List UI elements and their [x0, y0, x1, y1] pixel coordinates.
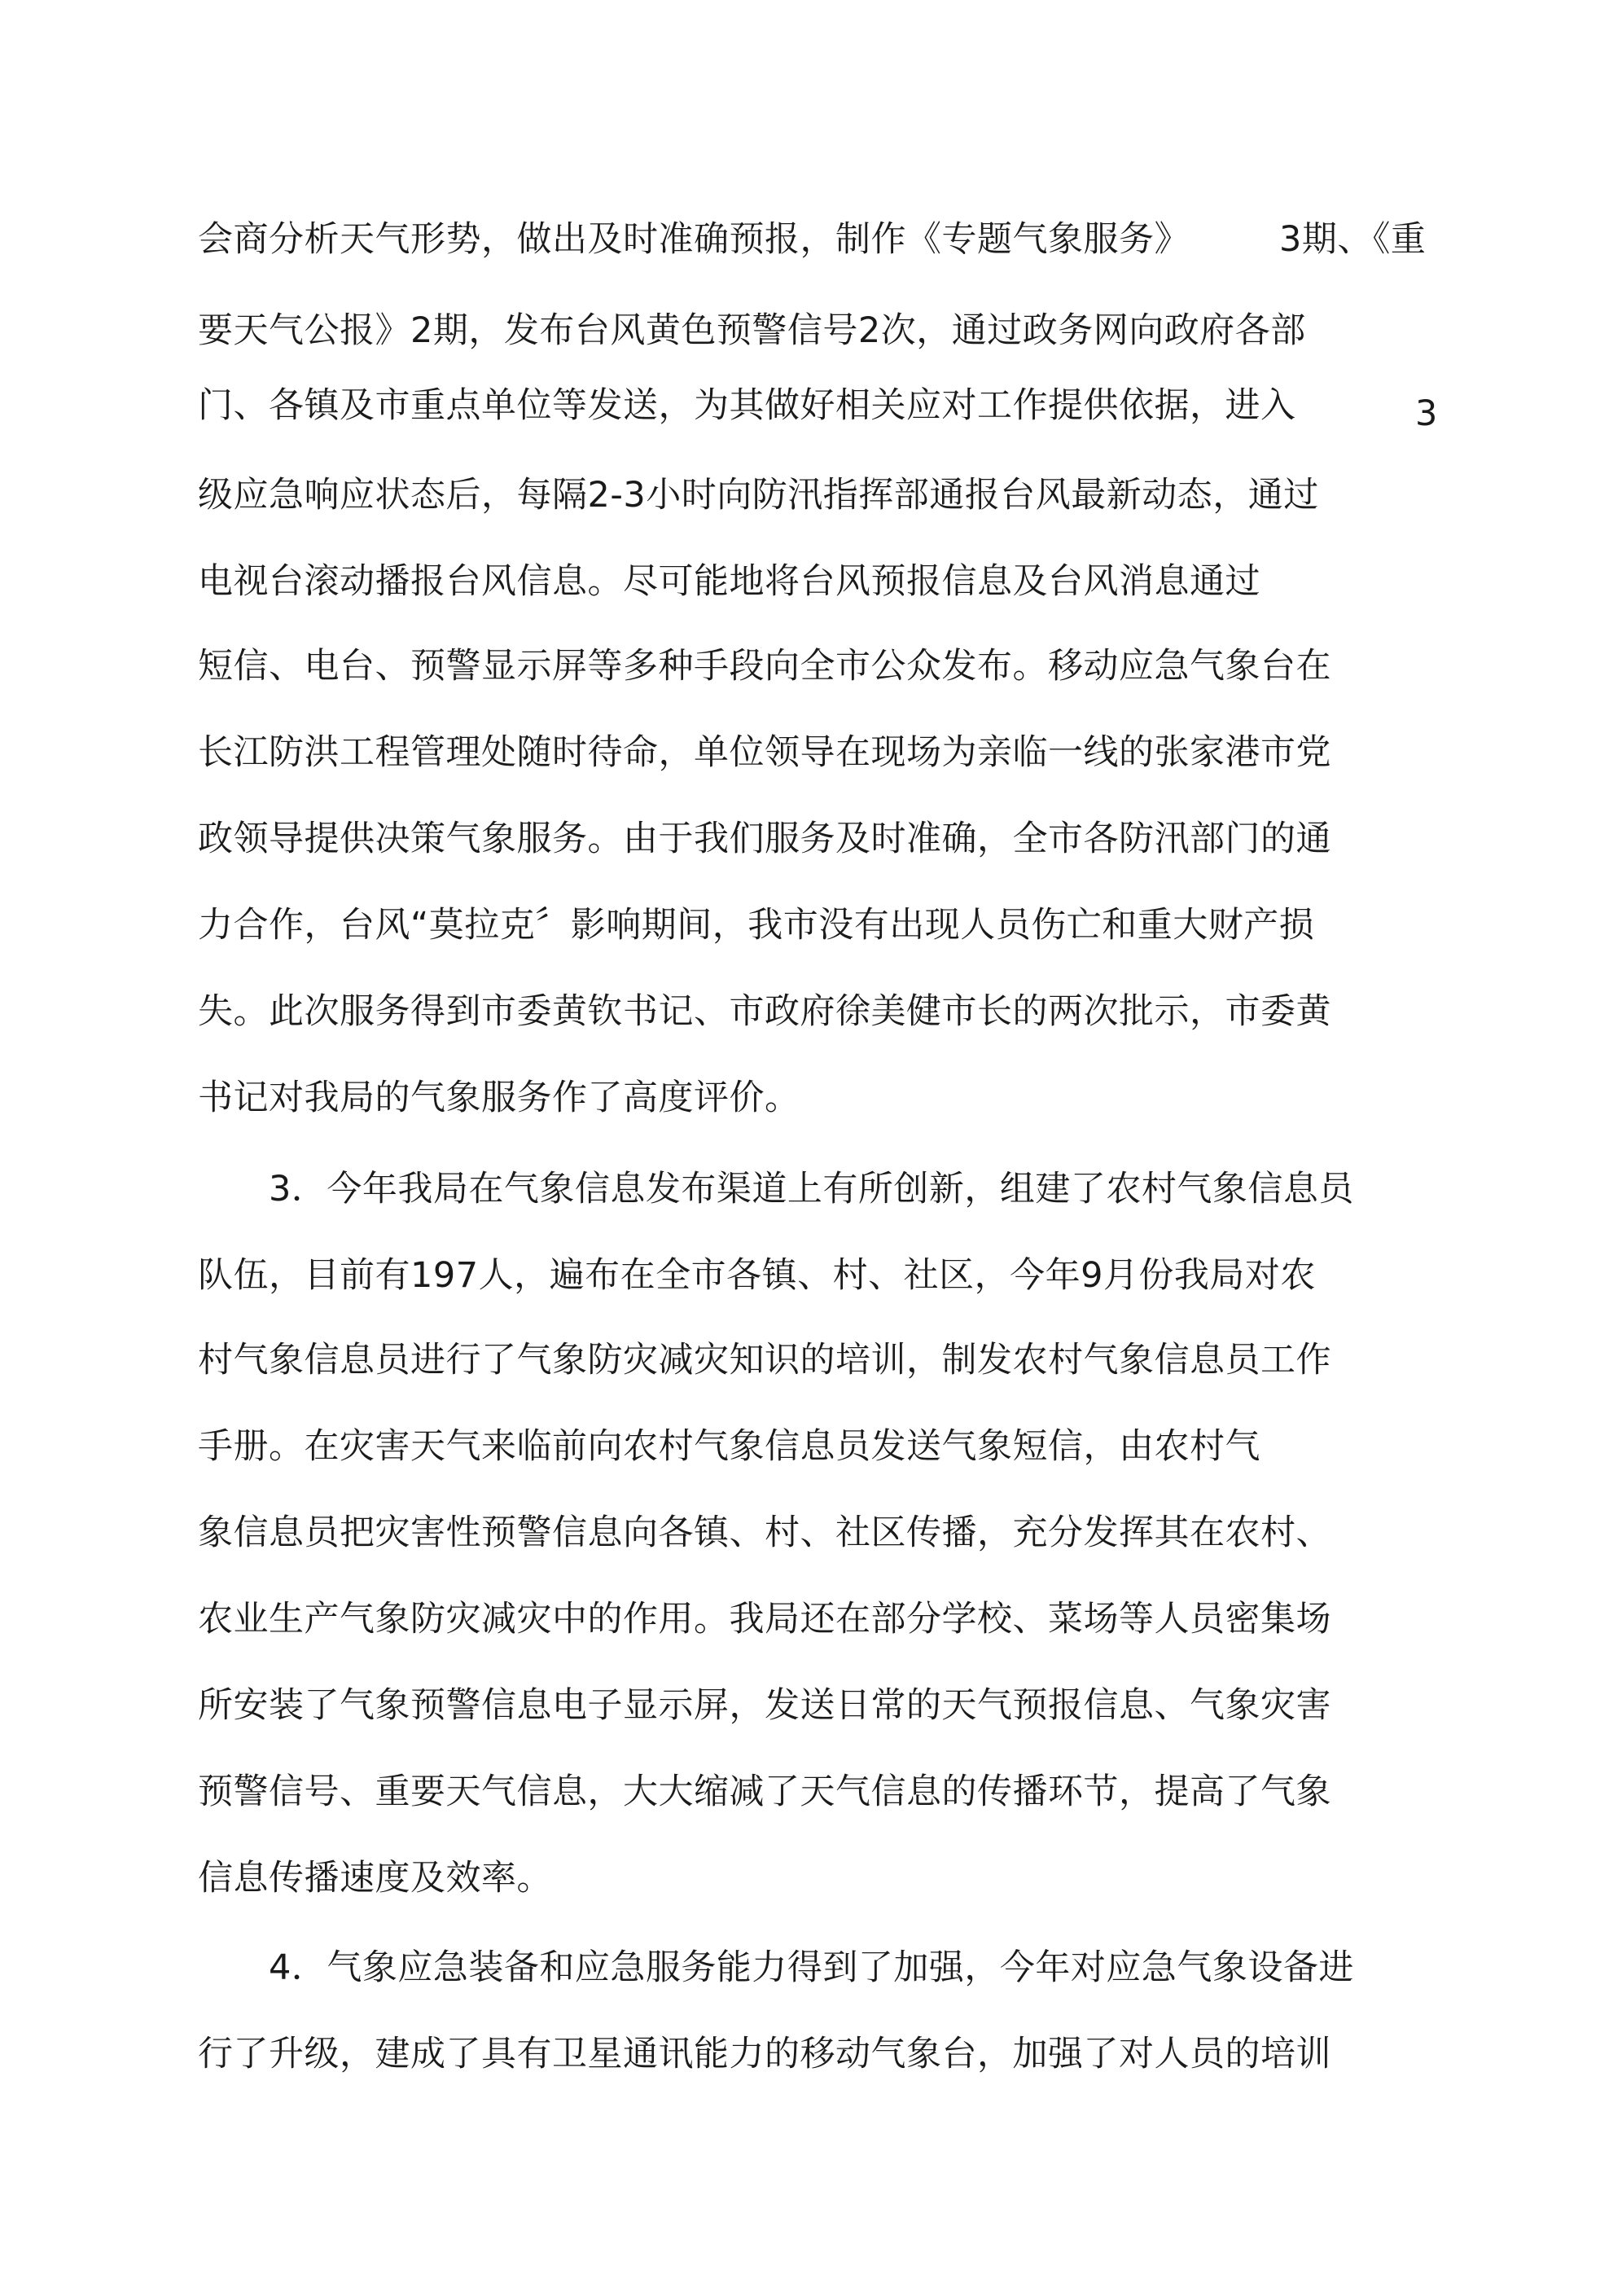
- text-line: 力合作，台风“莫拉克〞影响期间，我市没有出现人员伤亡和重大财产损: [198, 905, 1315, 946]
- text-line: 所安装了气象预警信息电子显示屏，发送日常的天气预报信息、气象灾害: [198, 1685, 1331, 1726]
- text-line: 政领导提供决策气象服务。由于我们服务及时准确，全市各防汛部门的通: [198, 819, 1331, 859]
- paragraph-3-start: 3．今年我局在气象信息发布渠道上有所创新，组建了农村气象信息员: [269, 1169, 1354, 1209]
- text-line: 象信息员把灾害性预警信息向各镇、村、社区传播，充分发挥其在农村、: [198, 1512, 1331, 1553]
- text-line: 预警信号、重要天气信息，大大缩减了天气信息的传播环节，提高了气象: [198, 1771, 1331, 1812]
- text-line: 要天气公报》2期，发布台风黄色预警信号2次，通过政务网向政府各部: [198, 310, 1306, 351]
- text-line: 农业生产气象防灾减灾中的作用。我局还在部分学校、菜场等人员密集场: [198, 1599, 1331, 1640]
- margin-number: 3: [1415, 393, 1438, 434]
- text-line: 级应急响应状态后，每隔2-3小时向防汛指挥部通报台风最新动态，通过: [198, 475, 1319, 516]
- text-line: 信息传播速度及效率。: [198, 1858, 552, 1899]
- text-line: 短信、电台、预警显示屏等多种手段向全市公众发布。移动应急气象台在: [198, 646, 1331, 687]
- text-line: 书记对我局的气象服务作了高度评价。: [198, 1078, 800, 1118]
- paragraph-4-start: 4．气象应急装备和应急服务能力得到了加强，今年对应急气象设备进: [269, 1947, 1354, 1988]
- text-line: [198, 217, 1426, 262]
- text-line-part: 3期、《重: [1279, 219, 1427, 260]
- text-line: 失。此次服务得到市委黄钦书记、市政府徐美健市长的两次批示，市委黄: [198, 991, 1331, 1032]
- text-line: 电视台滚动播报台风信息。尽可能地将台风预报信息及台风消息通过: [198, 561, 1260, 602]
- text-line: 手册。在灾害天气来临前向农村气象信息员发送气象短信，由农村气: [198, 1426, 1260, 1467]
- text-line: 门、各镇及市重点单位等发送，为其做好相关应对工作提供依据，进入: [198, 385, 1296, 426]
- text-line: 行了升级，建成了具有卫星通讯能力的移动气象台，加强了对人员的培训: [198, 2034, 1331, 2074]
- text-line: 队伍，目前有197人，遍布在全市各镇、村、社区，今年9月份我局对农: [198, 1255, 1316, 1296]
- text-line: 村气象信息员进行了气象防灾减灾知识的培训，制发农村气象信息员工作: [198, 1340, 1331, 1381]
- text-line-part: 会商分析天气形势，做出及时准确预报，制作《专题气象服务》: [198, 219, 1190, 260]
- text-line: 长江防洪工程管理处随时待命，单位领导在现场为亲临一线的张家港市党: [198, 732, 1331, 773]
